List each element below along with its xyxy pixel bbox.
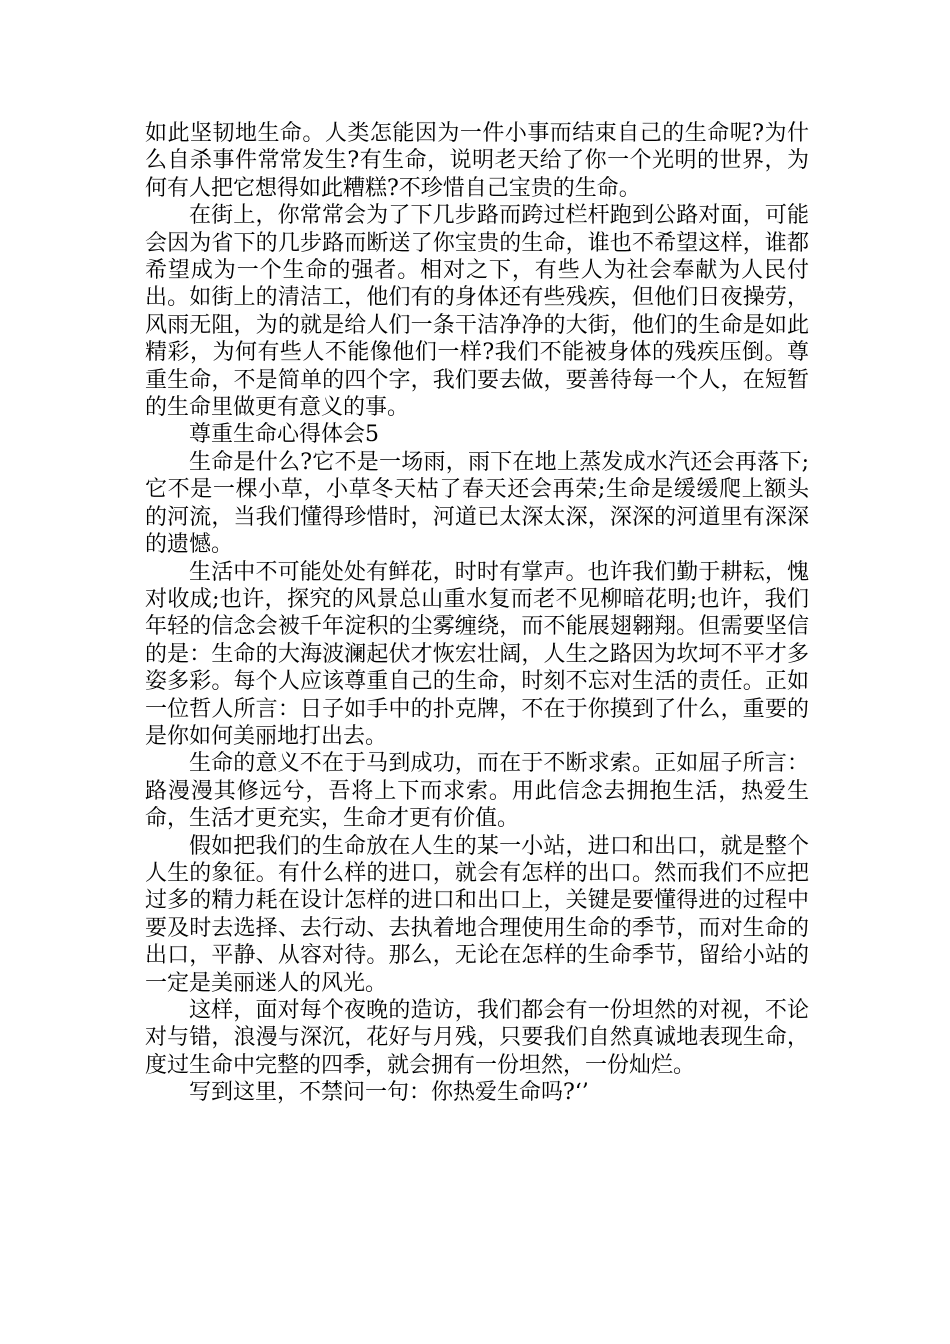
paragraph-continuation: 如此坚韧地生命。人类怎能因为一件小事而结束自己的生命呢?为什么自杀事件常常发生?有生命，说明老天给了你一个光明的世界，为何有人把它想得如此糟糕?不珍惜自己宝贵的生命。 — [145, 121, 809, 201]
paragraph: 生活中不可能处处有鲜花，时时有掌声。也许我们勤于耕耘，愧对收成;也许，探究的风景总山重水复而老不见柳暗花明;也许，我们年轻的信念会被千年淀积的尘雾缠绕，而不能展翅翱翔。但需要坚信的是：生命的大海波澜起伏才恢宏壮阔，人生之路因为坎坷不平才多姿多彩。每个人应该尊重自己的生命，时刻不忘对生活的责任。正如一位哲人所言：日子如手中的扑克牌，不在于你摸到了什么，重要的是你如何美丽地打出去。 — [145, 559, 809, 749]
paragraph: 假如把我们的生命放在人生的某一小站，进口和出口，就是整个人生的象征。有什么样的进口，就会有怎样的出口。然而我们不应把过多的精力耗在设计怎样的进口和出口上，关键是要懂得进的过程中要及时去选择、去行动、去执着地合理使用生命的季节，而对生命的出口，平静、从容对待。那么，无论在怎样的生命季节，留给小站的一定是美丽迷人的风光。 — [145, 833, 809, 996]
paragraph: 生命是什么?它不是一场雨，雨下在地上蒸发成水汽还会再落下;它不是一棵小草，小草冬天枯了春天还会再荣;生命是缓缓爬上额头的河流，当我们懂得珍惜时，河道已太深太深，深深的河道里有深深的遗憾。 — [145, 449, 809, 558]
section-heading: 尊重生命心得体会5 — [189, 422, 379, 448]
document-body — [145, 120, 809, 1107]
paragraph: 在街上，你常常会为了下几步路而跨过栏杆跑到公路对面，可能会因为省下的几步路而断送了你宝贵的生命，谁也不希望这样，谁都希望成为一个生命的强者。相对之下，有些人为社会奉献为人民付出。如街上的清洁工，他们有的身体还有些残疾，但他们日夜操劳，风雨无阻，为的就是给人们一条干洁净净的大街，他们的生命是如此精彩，为何有些人不能像他们一样?我们不能被身体的残疾压倒。尊重生命，不是简单的四个字，我们要去做，要善待每一个人，在短暂的生命里做更有意义的事。 — [145, 203, 809, 421]
paragraph: 写到这里，不禁问一句：你热爱生命吗?‘’ — [189, 1080, 589, 1106]
paragraph: 这样，面对每个夜晚的造访，我们都会有一份坦然的对视，不论对与错，浪漫与深沉，花好与月残，只要我们自然真诚地表现生命，度过生命中完整的四季，就会拥有一份坦然，一份灿烂。 — [145, 998, 809, 1078]
paragraph: 生命的意义不在于马到成功，而在于不断求索。正如屈子所言：路漫漫其修远兮，吾将上下而求索。用此信念去拥抱生活，热爱生命，生活才更充实，生命才更有价值。 — [145, 751, 809, 832]
